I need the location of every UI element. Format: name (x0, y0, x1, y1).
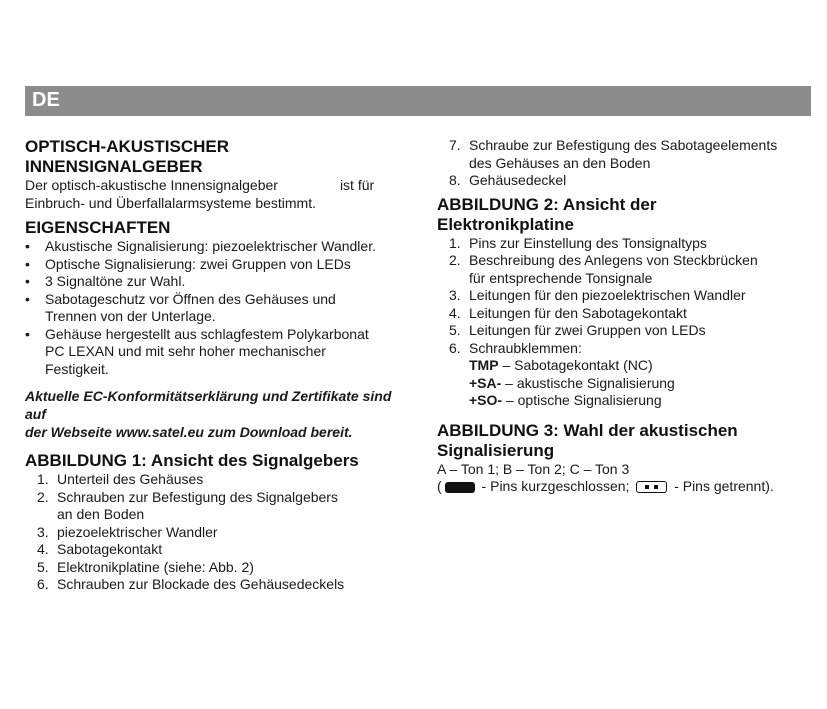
terminal-item: +SO- – optische Signalisierung (469, 392, 662, 408)
list-item: 4. Sabotagekontakt (37, 541, 163, 557)
left-column (25, 137, 410, 594)
list-item: 8. Gehäusedeckel (449, 172, 567, 188)
features-list (25, 238, 410, 378)
list-item: 6. Schrauben zur Blockade des Gehäusedeckels (37, 576, 345, 592)
pins-open-icon (636, 481, 667, 493)
features-heading: EIGENSCHAFTEN (25, 218, 171, 237)
list-item: 7. Schraube zur Befestigung des Sabotageelements des Gehäuses an den Boden (449, 137, 778, 171)
pins-closed-icon (445, 482, 475, 493)
right-column (437, 137, 811, 496)
language-label: DE (32, 89, 60, 111)
list-item: 6. Schraubklemmen: (449, 339, 582, 356)
intro-text-b: ist für (339, 177, 375, 193)
list-item: • Akustische Signalisierung: piezoelektrischer Wandler. (25, 238, 410, 256)
list-item: 3. piezoelektrischer Wandler (37, 523, 218, 540)
list-item: • 3 Signaltöne zur Wahl. (25, 273, 410, 291)
language-bar (25, 86, 811, 116)
main-title-line1: OPTISCH-AKUSTISCHER (25, 137, 230, 156)
intro-text-a: Der optisch-akustische Innensignalgeber (25, 177, 278, 193)
download-note: Aktuelle EC-Konformitätserklärung und Zertifikate sind auf der Webseite www.satel.eu zum Download bereit. (25, 388, 392, 440)
pin-legend: ( - Pins kurzgeschlossen; - Pins getrennt). (437, 478, 774, 494)
list-item: 5. Elektronikplatine (siehe: Abb. 2) (37, 558, 254, 575)
figure3-heading-line1: ABBILDUNG 3: Wahl der akustischen (437, 420, 738, 440)
terminal-item: TMP – Sabotagekontakt (NC) (469, 357, 653, 373)
figure2-heading-line2: Elektronikplatine (437, 214, 574, 234)
figure2-list (437, 235, 811, 358)
list-item: 3. Leitungen für den piezoelektrischen Wandler (449, 287, 746, 303)
main-title-line2: INNENSIGNALGEBER (25, 157, 203, 176)
tones-line: A – Ton 1; B – Ton 2; C – Ton 3 (437, 460, 630, 477)
figure2-heading-line1: ABBILDUNG 2: Ansicht der (437, 194, 657, 214)
list-item: 2. Beschreibung des Anlegens von Steckbrücken für entsprechende Tonsignale (449, 252, 758, 286)
list-item: 4. Leitungen für den Sabotagekontakt (449, 304, 687, 321)
figure1-heading: ABBILDUNG 1: Ansicht des Signalgebers (25, 451, 359, 470)
list-item: • Optische Signalisierung: zwei Gruppen von LEDs (25, 256, 410, 274)
terminal-list (437, 357, 811, 410)
figure1-list (25, 471, 410, 594)
terminal-item: +SA- – akustische Signalisierung (469, 374, 675, 391)
intro-text-c: Einbruch- und Überfallalarmsysteme bestimmt. (25, 194, 316, 211)
list-item: • Gehäuse hergestellt aus schlagfestem Polykarbonat PC LEXAN und mit sehr hoher mechanischer Festigkeit. (25, 326, 410, 379)
list-item: 1. Pins zur Einstellung des Tonsignaltyps (449, 234, 707, 251)
figure3-heading-line2: Signalisierung (437, 440, 555, 460)
intro-paragraph (25, 177, 410, 212)
figure1-list-continued (437, 137, 811, 190)
list-item: 2. Schrauben zur Befestigung des Signalgebers an den Boden (37, 488, 338, 522)
list-item: 5. Leitungen für zwei Gruppen von LEDs (449, 322, 706, 338)
list-item: • Sabotageschutz vor Öffnen des Gehäuses und Trennen von der Unterlage. (25, 291, 410, 326)
list-item: 1. Unterteil des Gehäuses (37, 471, 204, 487)
